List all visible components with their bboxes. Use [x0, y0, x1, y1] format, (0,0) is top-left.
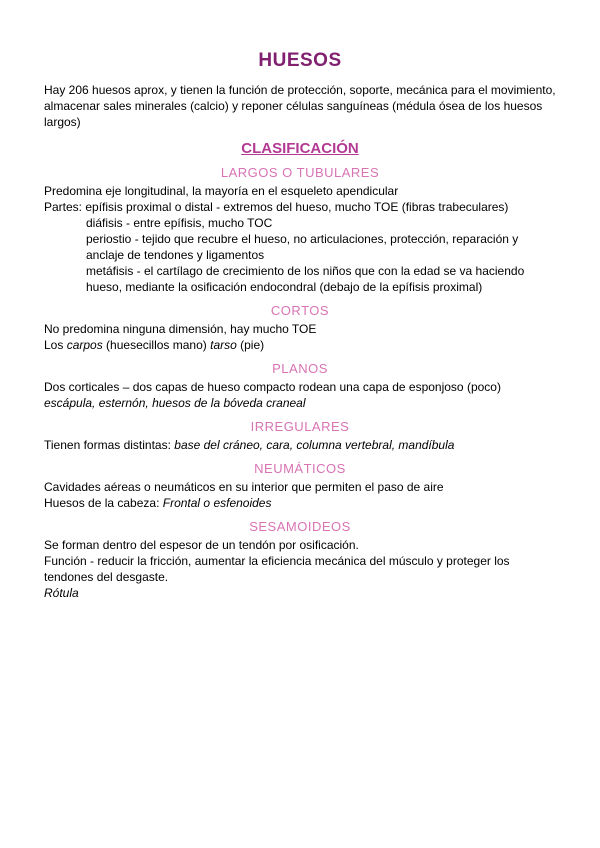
- planos-examples-italic: escápula, esternón, huesos de la bóveda craneal: [44, 396, 306, 410]
- sesamoideos-funcion: Función - reducir la fricción, aumentar la eficiencia mecánica del músculo y proteger los tendones del desgaste.: [44, 554, 510, 584]
- section-title-neumaticos: NEUMÁTICOS: [254, 461, 346, 476]
- partes-label: Partes:: [44, 200, 86, 214]
- periostio-text: periostio - tejido que recubre el hueso, no articulaciones, protección, reparación y anclaje de tendones y ligamentos: [86, 232, 519, 262]
- sesamoideos-example: [44, 585, 556, 601]
- cortos-ex-text: (pie): [236, 338, 265, 352]
- section-title-irregulares: IRREGULARES: [250, 419, 350, 434]
- irregulares-examples: base del cráneo, cara, columna vertebral, mandíbula: [174, 438, 455, 452]
- largos-description: Predomina eje longitudinal, la mayoría en el esqueleto apendicular: [44, 184, 399, 198]
- planos-description: Dos corticales – dos capas de hueso compacto rodean una capa de esponjoso (poco): [44, 380, 501, 394]
- neumaticos-examples: [44, 495, 556, 511]
- cortos-ex-text: (huesecillos mano): [102, 338, 211, 352]
- largos-partes: [44, 199, 556, 215]
- classification-heading: CLASIFICACIÓN: [241, 140, 359, 157]
- document-content: [44, 50, 556, 601]
- planos-examples: [44, 395, 556, 411]
- cortos-description: No predomina ninguna dimensión, hay mucho TOE: [44, 322, 317, 336]
- section-title-planos: PLANOS: [272, 361, 328, 376]
- neumaticos-text: Huesos de la cabeza:: [44, 496, 163, 510]
- metafisis-text: metáfisis - el cartílago de crecimiento de los niños que con la edad se va haciendo hueso, mediante la osificación endocondral (debajo de la epífisis proximal): [86, 264, 525, 294]
- rotula-term: Rótula: [44, 586, 79, 600]
- irregulares-text: Tienen formas distintas:: [44, 438, 175, 452]
- section-title-sesamoideos: SESAMOIDEOS: [249, 519, 351, 534]
- neumaticos-description: Cavidades aéreas o neumáticos en su interior que permiten el paso de aire: [44, 480, 444, 494]
- epifisis-text: epífisis proximal o distal - extremos del hueso, mucho TOE (fibras trabeculares): [85, 200, 509, 214]
- irregulares-description: [44, 437, 556, 453]
- sesamoideos-description: Se forman dentro del espesor de un tendón por osificación.: [44, 538, 359, 552]
- cortos-examples: [44, 337, 556, 353]
- section-title-cortos: CORTOS: [270, 303, 330, 318]
- page-title: HUESOS: [258, 50, 342, 71]
- intro-paragraph: Hay 206 huesos aprox, y tienen la función de protección, soporte, mecánica para el movimiento, almacenar sales minerales (calcio) y reponer células sanguíneas (médula ósea de los huesos largos): [44, 83, 556, 129]
- diafisis-text: diáfisis - entre epífisis, mucho TOC: [86, 216, 273, 230]
- carpos-term: carpos: [66, 338, 103, 352]
- section-title-largos: LARGOS O TUBULARES: [220, 165, 380, 180]
- neumaticos-examples-italic: Frontal o esfenoides: [162, 496, 272, 510]
- cortos-ex-text: Los: [44, 338, 67, 352]
- tarso-term: tarso: [210, 338, 237, 352]
